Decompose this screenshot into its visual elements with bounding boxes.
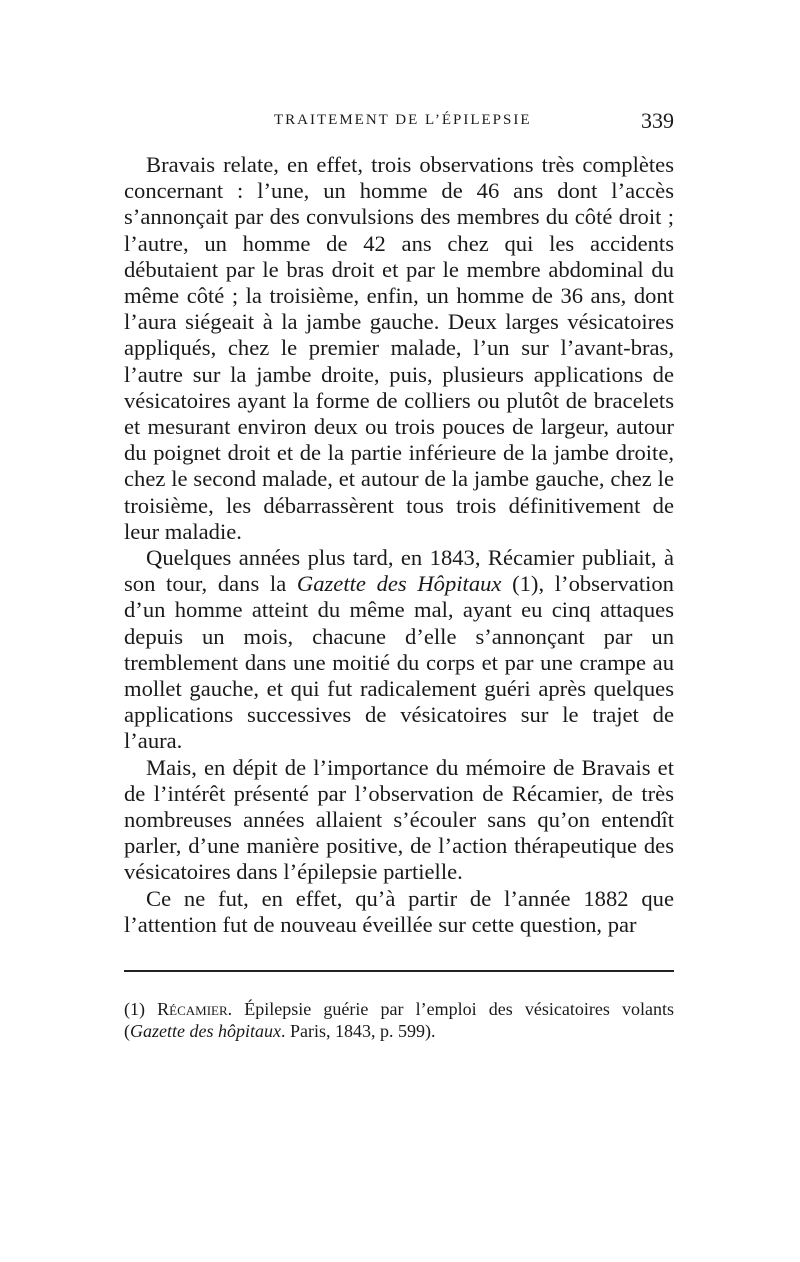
footnote [124,998,674,1042]
footnote-marker: (1) [124,999,145,1019]
paragraph-text: Mais, en dépit de l’importance du mémoire de Bravais et de l’intérêt présenté par l’observation de Récamier, de très nombreuses années allaient s’écouler sans qu’on entendît parler, d’une manière positive, de l’action thérapeutique des vésicatoires dans l’épilepsie partielle. [124,754,674,885]
running-title: TRAITEMENT DE L’ÉPILEPSIE [274,112,532,128]
footnote-divider [124,970,674,972]
paragraph [124,545,674,755]
paragraph [124,886,674,938]
paragraph [124,152,674,545]
paragraph-text: Quelques années plus tard, en 1843, Récamier publiait, à son tour, dans la [124,545,674,597]
paragraph-text: Bravais relate, en effet, trois observations très complètes concernant : l’une, un homme de 46 ans dont l’accès s’annonçait par des convulsions des membres du côté droit ; l’autre, un homme de 42 ans chez qui les accidents débutaient par le bras droit et par le membre abdominal du même côté ; la troisième, enfin, un homme de 36 ans, dont l’aura siégeait à la jambe gauche. Deux larges vésicatoires appliqués, chez le premier malade, l’un sur l’avant-bras, l’autre sur la jambe droite, puis, plusieurs applications de vésicatoires ayant la forme de colliers ou plutôt de bracelets et mesurant environ deux ou trois pouces de largeur, autour du poignet droit et de la partie inférieure de la jambe droite, chez le second malade, et autour de la jambe gauche, chez le troisième, les débarrassèrent tous trois définitivement de leur maladie. [124,152,674,544]
paragraph [124,755,674,886]
page-header [124,108,674,142]
paragraph-text: Ce ne fut, en effet, qu’à partir de l’année 1882 que l’attention fut de nouveau éveillée sur cette question, par [124,885,674,937]
page-number: 339 [641,108,674,133]
footnote-author: Récamier. [157,999,233,1019]
footnotes [124,998,674,1042]
journal-title: Gazette des Hôpitaux [296,571,502,597]
footnote-text: Épilepsie guérie par l’emploi des vésicatoires volants ( [124,999,674,1041]
footnote-journal: Gazette des hôpitaux [130,1021,281,1041]
footnote-tail: . Paris, 1843, p. 599). [280,1021,436,1041]
paragraph-text: (1), l’observation d’un homme atteint du même mal, ayant eu cinq attaques depuis un mois, chacune d’elle s’annonçant par un tremblement dans une moitié du corps et par une crampe au mollet gauche, et qui fut radicalement guéri après quelques applications successives de vésicatoires sur le trajet de l’aura. [124,571,674,754]
body-text [124,152,674,938]
